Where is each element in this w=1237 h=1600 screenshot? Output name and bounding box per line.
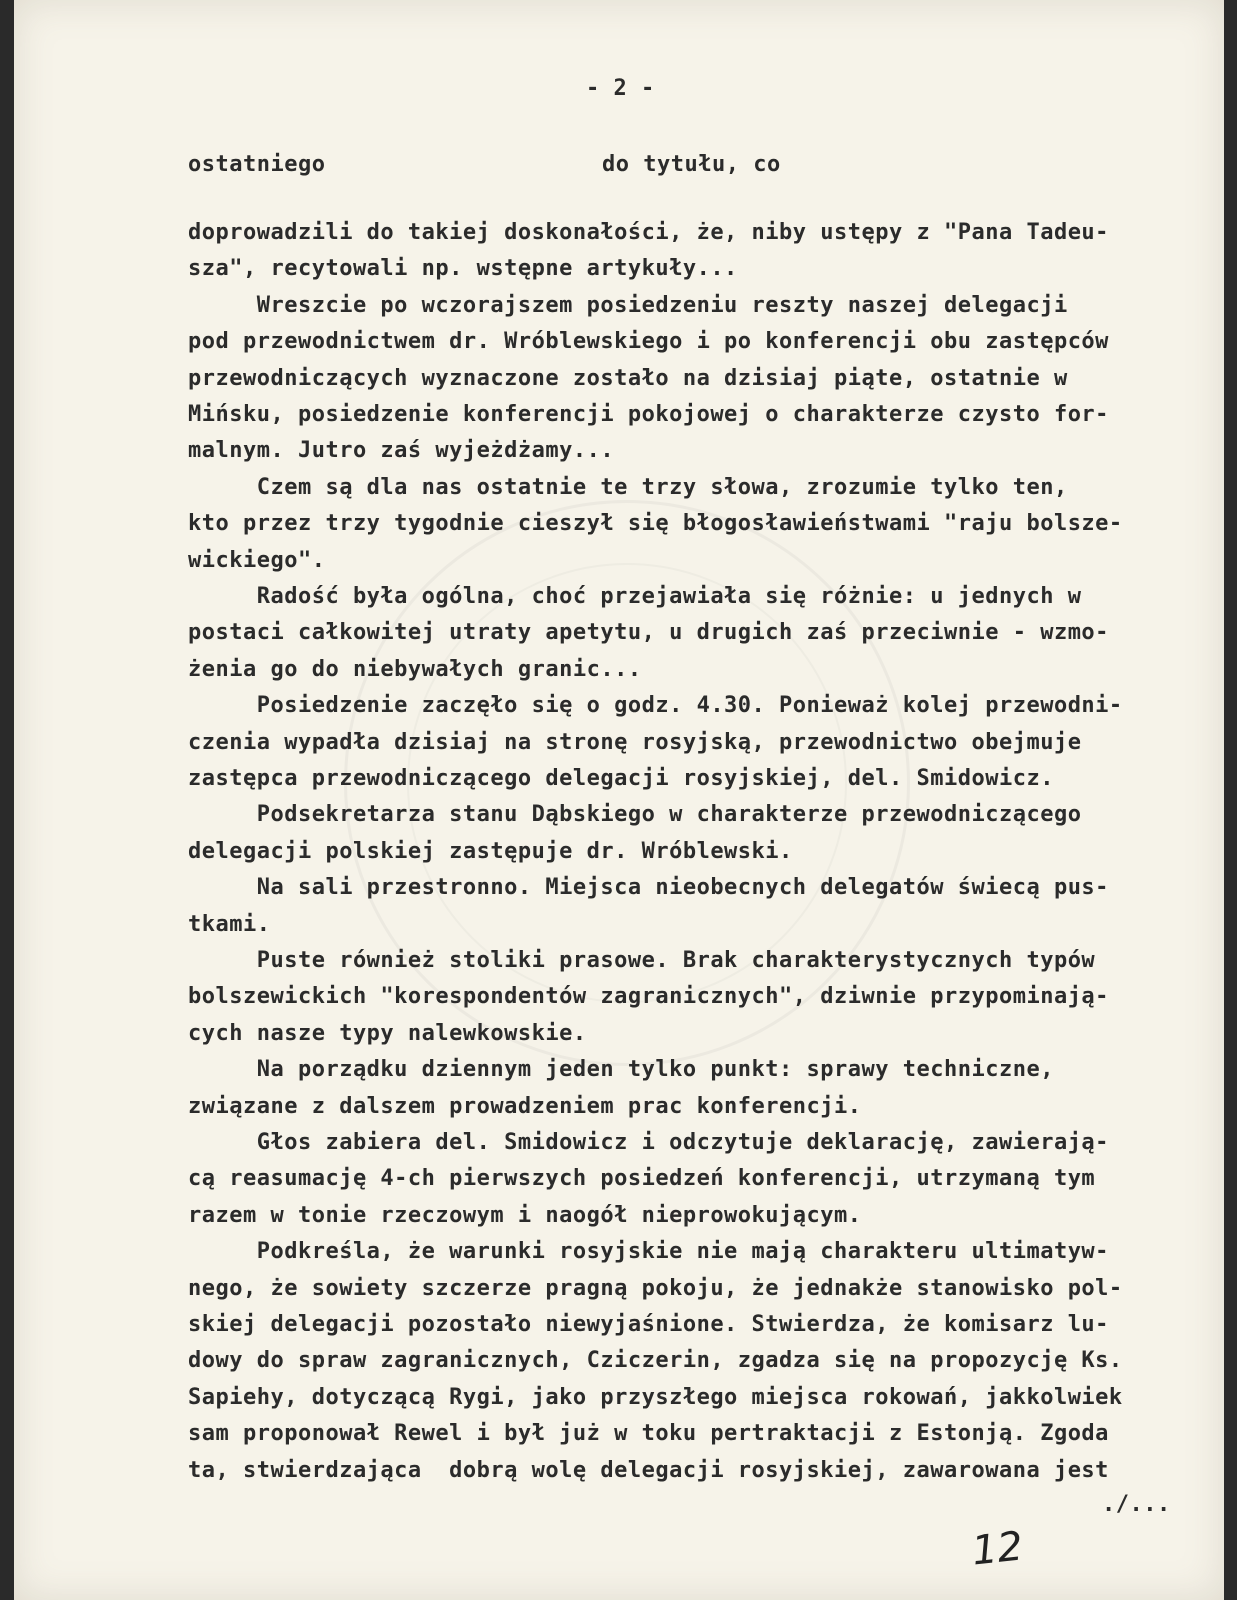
heading-right: do tytułu, co [602, 152, 781, 177]
continuation-mark: ./... [1102, 1492, 1171, 1517]
text-line: wickiego". [188, 547, 326, 573]
text-line: sam proponował Rewel i był już w toku pertraktacji z Estonją. Zgoda [188, 1421, 1109, 1447]
text-line: Podkreśla, że warunki rosyjskie nie mają charakteru ultimatyw- [188, 1239, 1109, 1265]
text-line: bolszewickich "korespondentów zagranicznych", dziwnie przypominają- [188, 984, 1109, 1010]
text-line: pod przewodnictwem dr. Wróblewskiego i po konferencji obu zastępców [188, 329, 1109, 355]
text-line: Na porządku dziennym jeden tylko punkt: sprawy techniczne, [188, 1057, 1054, 1083]
heading-left: ostatniego [188, 152, 326, 177]
handwritten-page-number: 12 [969, 1523, 1026, 1575]
text-line: sza", recytowali np. wstępne artykuły... [188, 256, 738, 282]
text-line: malnym. Jutro zaś wyjeżdżamy... [188, 438, 615, 464]
text-line: nego, że sowiety szczerze pragną pokoju, że jednakże stanowisko pol- [188, 1275, 1123, 1301]
text-line: delegacji polskiej zastępuje dr. Wróblewski. [188, 838, 793, 864]
text-line: związane z dalszem prowadzeniem prac konferencji. [188, 1093, 862, 1119]
text-line: cych nasze typy nalewkowskie. [188, 1020, 587, 1046]
text-line: Na sali przestronno. Miejsca nieobecnych delegatów świecą pus- [188, 875, 1109, 901]
text-line: cą reasumację 4-ch pierwszych posiedzeń konferencji, utrzymaną tym [188, 1166, 1096, 1192]
text-line: ta, stwierdzająca dobrą wolę delegacji rosyjskiej, zawarowana jest [188, 1457, 1109, 1483]
text-line: zastępca przewodniczącego delegacji rosyjskiej, del. Smidowicz. [188, 766, 1054, 791]
text-line: Sapiehy, dotyczącą Rygi, jako przyszłego miejsca rokowań, jakkolwiek [188, 1384, 1123, 1410]
text-line: Radość była ogólna, choć przejawiała się różnie: u jednych w [188, 584, 1082, 609]
document-page [14, 0, 1224, 1600]
text-line: Mińsku, posiedzenie konferencji pokojowej o charakterze czysto for- [188, 402, 1109, 427]
text-line: doprowadzili do takiej doskonałości, że, niby ustępy z "Pana Tadeu- [188, 220, 1109, 245]
text-line: Głos zabiera del. Smidowicz i odczytuje deklarację, zawierają- [188, 1130, 1109, 1155]
typed-text [14, 0, 1171, 1517]
text-line: czenia wypadła dzisiaj na stronę rosyjską, przewodnictwo obejmuje [188, 729, 1082, 755]
text-line: Czem są dla nas ostatnie te trzy słowa, zrozumie tylko ten, [188, 474, 1068, 500]
text-line: skiej delegacji pozostało niewyjaśnione. Stwierdza, że komisarz lu- [188, 1312, 1109, 1337]
text-line: żenia go do niebywałych granic... [188, 656, 642, 682]
page-number: - 2 - [586, 76, 655, 101]
text-line: Puste również stoliki prasowe. Brak charakterystycznych typów [188, 948, 1096, 973]
text-line: Posiedzenie zaczęło się o godz. 4.30. Ponieważ kolej przewodni- [188, 693, 1123, 719]
text-line: tkami. [188, 911, 271, 937]
text-line: Wreszcie po wczorajszem posiedzeniu reszty naszej delegacji [188, 292, 1068, 318]
text-line: postaci całkowitej utraty apetytu, u drugich zaś przeciwnie - wzmo- [188, 620, 1109, 646]
text-line: razem w tonie rzeczowym i naogół nieprowokującym. [188, 1202, 862, 1228]
text-line: Podsekretarza stanu Dąbskiego w charakterze przewodniczącego [188, 802, 1082, 828]
text-line: dowy do spraw zagranicznych, Cziczerin, zgadza się na propozycję Ks. [188, 1348, 1123, 1374]
text-line: przewodniczących wyznaczone zostało na dzisiaj piąte, ostatnie w [188, 365, 1068, 391]
text-line: kto przez trzy tygodnie cieszył się błogosławieństwami "raju bolsze- [188, 511, 1123, 537]
